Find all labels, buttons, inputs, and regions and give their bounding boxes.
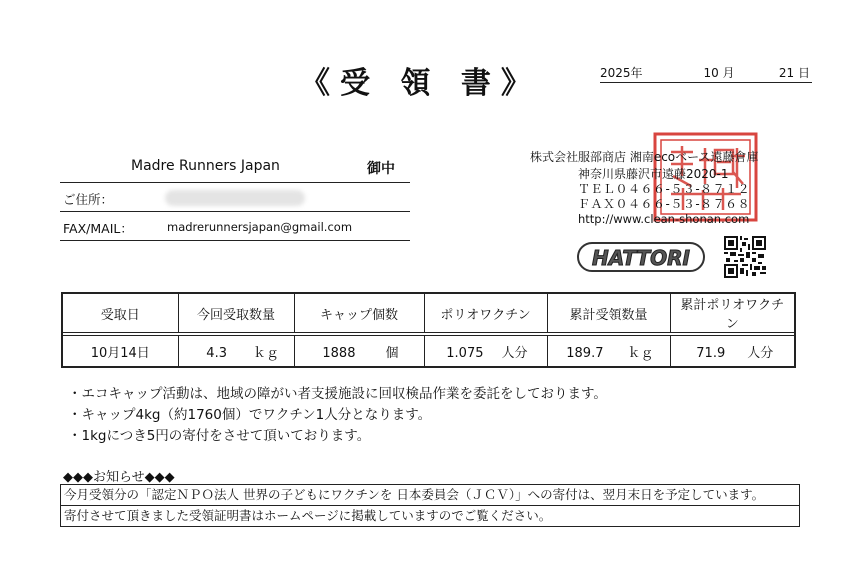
notice-line: 寄付させて頂きました受領証明書はホームページに掲載していますのでご覧ください。: [61, 505, 799, 526]
address-redacted: [165, 190, 305, 206]
cell-date: 10月14日: [62, 336, 178, 368]
date-year: 2025年: [600, 66, 643, 80]
notice-box: [60, 484, 800, 527]
company-name: 株式会社服部商店 湘南ecoベース遠藤倉庫: [530, 150, 759, 164]
header-total-quantity: 累計受領数量: [547, 293, 670, 333]
caps-value: 1888: [322, 345, 356, 361]
list-item: ・キャップ4kg（約1760個）でワクチン1人分となります。: [68, 407, 432, 423]
total-vaccine-value: 71.9: [696, 345, 726, 361]
quantity-value: 4.3: [206, 345, 227, 361]
recipient-name-underline: [60, 182, 410, 183]
header-polio-vaccine: ポリオワクチン: [424, 293, 547, 333]
list-item: ・1kgにつき5円の寄付をさせて頂いております。: [68, 428, 371, 444]
cell-quantity: [178, 336, 294, 368]
cell-caps: [294, 336, 424, 368]
receipt-table: [61, 292, 796, 368]
cell-total-vaccine: [670, 336, 795, 368]
hattori-logo-text: HATTORI: [592, 246, 690, 270]
cell-vaccine: [424, 336, 547, 368]
notice-line: 今月受領分の「認定ＮＰＯ法人 世界の子どもにワクチンを 日本委員会（ＪＣＶ）」への寄付は、翌月末日を予定しています。: [64, 487, 765, 502]
recipient-honorific: 御中: [367, 161, 395, 177]
date-day: 21 日: [778, 66, 810, 80]
date-month: 10 月: [703, 66, 735, 80]
total-vaccine-unit: 人分: [747, 345, 774, 361]
caps-unit: 個: [385, 345, 399, 361]
header-cap-count: キャップ個数: [294, 293, 424, 333]
vaccine-value: 1.075: [446, 345, 484, 361]
total-quantity-value: 189.7: [566, 345, 604, 361]
header-receipt-date: 受取日: [62, 293, 178, 333]
company-fax: ＦＡＸ０４６６-５３-８７６８: [578, 197, 751, 211]
notice-heading: ◆◆◆お知らせ◆◆◆: [63, 470, 175, 485]
list-item: ・エコキャップ活動は、地域の障がい者支援施設に回収検品作業を委託をしております。: [68, 386, 607, 402]
total-quantity-unit: ｋｇ: [627, 345, 654, 361]
company-address: 神奈川県藤沢市遠藤2020-1: [578, 167, 729, 181]
hattori-logo: [576, 240, 706, 274]
fax-mail-underline: [60, 240, 410, 241]
qr-code-icon[interactable]: [724, 236, 766, 278]
table-header-row: [62, 293, 795, 333]
recipient-name: Madre Runners Japan: [131, 158, 280, 174]
company-url: http://www.clean-shonan.com: [578, 212, 750, 226]
header-quantity: 今回受取数量: [178, 293, 294, 333]
address-underline: [60, 211, 410, 212]
header-total-vaccine: 累計ポリオワクチン: [670, 293, 795, 333]
vaccine-unit: 人分: [501, 345, 528, 361]
address-label: ご住所：: [63, 192, 114, 207]
document-title: 《受 領 書》: [300, 66, 541, 101]
notes-list: [68, 384, 607, 447]
quantity-unit: ｋｇ: [252, 345, 279, 361]
table-row: [62, 336, 795, 368]
fax-mail-label: FAX/MAIL：: [63, 221, 133, 236]
fax-mail-value: madrerunnersjapan@gmail.com: [167, 220, 353, 234]
company-tel: ＴＥＬ０４６６-５３-８７１２: [578, 182, 751, 196]
issue-date: [600, 64, 812, 83]
cell-total-quantity: [547, 336, 670, 368]
